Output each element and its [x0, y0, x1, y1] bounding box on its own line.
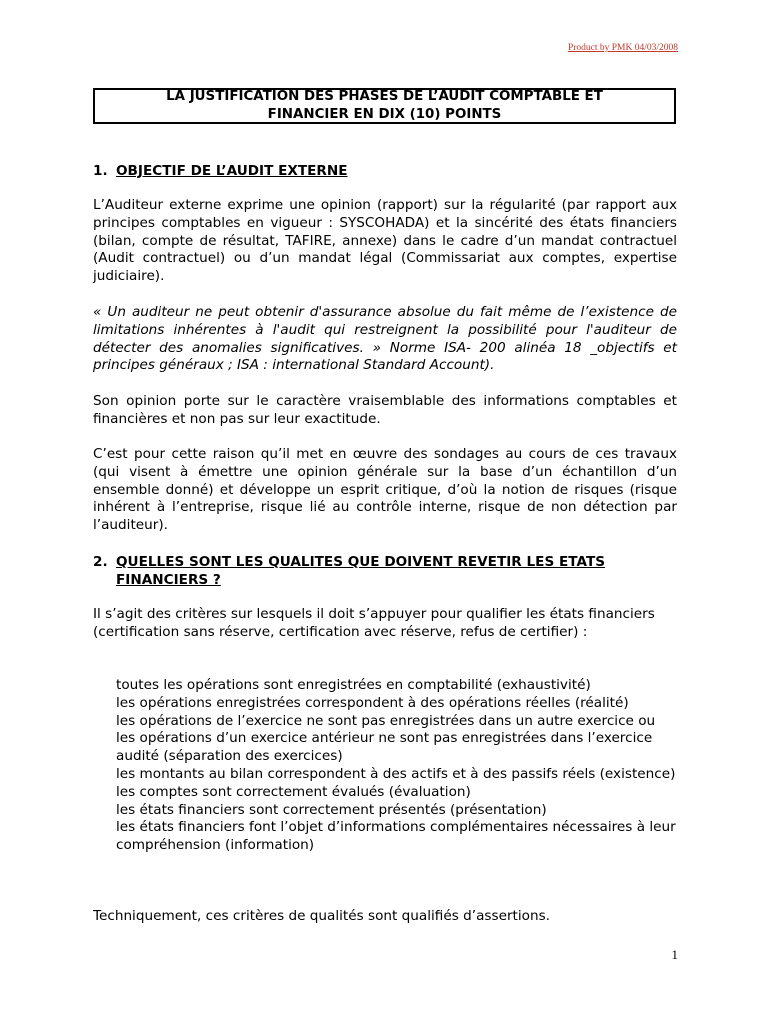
section-1-paragraph-2: Son opinion porte sur le caractère vraisemblable des informations comptables et financières et non pas sur leur exactitude. — [93, 393, 677, 427]
section-2-heading — [93, 553, 605, 589]
section-1-heading-text: OBJECTIF DE L’AUDIT EXTERNE — [116, 163, 348, 179]
title-line-1: LA JUSTIFICATION DES PHASES DE L’AUDIT COMPTABLE ET — [166, 89, 603, 104]
section-1-quote: « Un auditeur ne peut obtenir d'assurance absolue du fait même de l’existence de limitations inhérentes à l'audit qui restreignent la possibilité pour l'auditeur de détecter des anomalies significatives. » Norme ISA- 200 alinéa 18 _objectifs et principes généraux ; ISA : international Standard Account). — [93, 304, 677, 374]
section-2-number: 2. — [93, 554, 108, 570]
section-2-closing: Techniquement, ces critères de qualités sont qualifiés d’assertions. — [93, 908, 550, 924]
list-item: les comptes sont correctement évalués (évaluation) — [116, 783, 471, 800]
section-2-heading-line-1: QUELLES SONT LES QUALITES QUE DOIVENT REVETIR LES ETATS — [116, 554, 606, 570]
list-item: les opérations de l’exercice ne sont pas enregistrées dans un autre exercice ou les opérations d’un exercice antérieur ne sont pas enregistrées dans l’exercice audité (séparation des exercices) — [116, 712, 656, 765]
list-item: les états financiers sont correctement présentés (présentation) — [116, 801, 547, 818]
section-1-heading — [93, 162, 348, 180]
list-item: les montants au bilan correspondent à des actifs et à des passifs réels (existence) — [116, 765, 676, 782]
section-2-heading-line-2: FINANCIERS ? — [116, 572, 221, 588]
list-item: les opérations enregistrées correspondent à des opérations réelles (réalité) — [116, 694, 629, 711]
list-item: les états financiers font l’objet d’informations complémentaires nécessaires à leur compréhension (information) — [116, 819, 676, 854]
product-note: Product by PMK 04/03/2008 — [567, 43, 678, 53]
section-1-number: 1. — [93, 163, 108, 179]
title-box — [93, 88, 676, 124]
document-title — [166, 88, 603, 124]
list-item: toutes les opérations sont enregistrées en comptabilité (exhaustivité) — [116, 677, 591, 693]
criteria-list — [116, 677, 676, 855]
title-line-2: FINANCIER EN DIX (10) POINTS — [267, 107, 502, 122]
page-number: 1 — [671, 947, 678, 962]
section-1-paragraph-1: L’Auditeur externe exprime une opinion (rapport) sur la régularité (par rapport aux principes comptables en vigueur : SYSCOHADA) et la sincérité des états financiers (bilan, compte de résultat, TAFIRE, annexe) dans le cadre d’un mandat contractuel (Audit contractuel) ou d’un mandat légal (Commissariat aux comptes, expertise judiciaire). — [93, 197, 677, 285]
section-2-intro: Il s’agit des critères sur lesquels il doit s’appuyer pour qualifier les états financiers (certification sans réserve, certification avec réserve, refus de certifier) : — [93, 606, 655, 640]
section-1-paragraph-3: C’est pour cette raison qu’il met en œuvre des sondages au cours de ces travaux (qui visent à émettre une opinion générale sur la base d’un échantillon d’un ensemble donné) et développe un esprit critique, d’où la notion de risques (risque inhérent à l’entreprise, risque lié au contrôle interne, risque de non détection par l’auditeur). — [93, 446, 677, 534]
